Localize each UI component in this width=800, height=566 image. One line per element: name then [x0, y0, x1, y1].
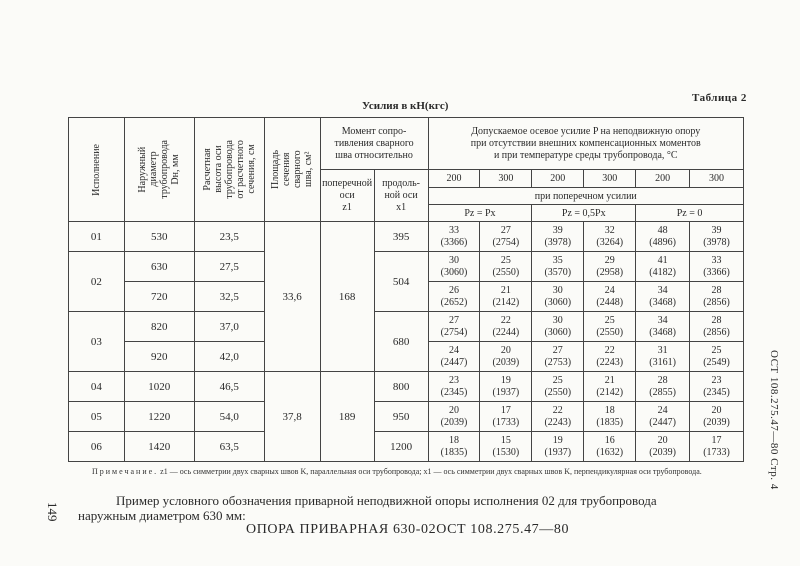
cell-z1: 168 [320, 222, 374, 372]
force-kgf: (2754) [492, 236, 520, 248]
force-kn: 27 [500, 224, 511, 236]
force-kgf: (3978) [544, 236, 572, 248]
force-kn: 24 [448, 344, 459, 356]
force-kgf: (1937) [492, 386, 520, 398]
force-kgf: (2345) [440, 386, 468, 398]
force-kgf: (2856) [703, 326, 730, 338]
cell-x1: 800 [374, 372, 428, 402]
cell-version: 02 [69, 252, 125, 312]
cell-force [584, 402, 636, 432]
header-diameter: Наружный диаметр трубопровода Dн, мм [124, 118, 194, 222]
cell-diameter: 920 [124, 342, 194, 372]
cell-force [584, 282, 636, 312]
force-kn: 22 [500, 314, 511, 326]
page-number: 149 [45, 502, 60, 522]
cell-force [690, 312, 744, 342]
cell-force [636, 222, 690, 252]
cell-force [584, 372, 636, 402]
cell-force [480, 402, 532, 432]
force-kgf: (3978) [703, 236, 730, 248]
table-row [69, 402, 744, 432]
cell-height: 32,5 [194, 282, 264, 312]
force-kn: 17 [500, 404, 511, 416]
force-kn: 27 [552, 344, 563, 356]
header-version: Исполнение [69, 118, 125, 222]
force-kn: 28 [657, 374, 668, 386]
force-kgf: (1632) [596, 446, 624, 458]
example-paragraph [78, 493, 756, 523]
force-kn: 23 [711, 374, 722, 386]
force-kn: 22 [552, 404, 563, 416]
force-kgf: (1733) [703, 446, 730, 458]
force-kn: 48 [657, 224, 668, 236]
force-kn: 21 [500, 284, 511, 296]
force-kgf: (2550) [596, 326, 624, 338]
force-kn: 28 [711, 314, 722, 326]
cell-height: 46,5 [194, 372, 264, 402]
force-kn: 20 [711, 404, 722, 416]
force-kn: 39 [552, 224, 563, 236]
force-kn: 25 [500, 254, 511, 266]
force-kgf: (2754) [440, 326, 468, 338]
force-kn: 27 [448, 314, 459, 326]
header-condition-2: Pz = 0,5Px [532, 205, 636, 222]
force-kn: 26 [448, 284, 459, 296]
cell-force [532, 432, 584, 462]
force-kgf: (2243) [596, 356, 624, 368]
force-kn: 33 [711, 254, 722, 266]
cell-force [480, 252, 532, 282]
cell-z1: 189 [320, 372, 374, 462]
header-moment-x: продоль- ной оси x1 [374, 170, 428, 222]
header-area: Площадь сечения сварного шва, см² [264, 118, 320, 222]
cell-force [690, 402, 744, 432]
force-kn: 16 [604, 434, 615, 446]
force-kn: 31 [657, 344, 668, 356]
table-caption: Усилия в кН(кгс) [362, 100, 449, 112]
table-label: Таблица 2 [692, 92, 747, 104]
table-row [69, 312, 744, 342]
force-kn: 28 [711, 284, 722, 296]
force-kn: 17 [711, 434, 722, 446]
force-kn: 29 [604, 254, 615, 266]
force-kn: 22 [604, 344, 615, 356]
force-kgf: (2753) [544, 356, 572, 368]
cell-force [636, 312, 690, 342]
designation-example: ОПОРА ПРИВАРНАЯ 630-02ОСТ 108.275.47—80 [246, 522, 570, 537]
cell-version: 03 [69, 312, 125, 372]
force-kgf: (2142) [492, 296, 520, 308]
force-kgf: (2447) [649, 416, 676, 428]
force-kn: 34 [657, 284, 668, 296]
force-kgf: (3264) [596, 236, 624, 248]
cell-force [532, 252, 584, 282]
force-kn: 20 [448, 404, 459, 416]
force-kn: 33 [448, 224, 459, 236]
cell-force [690, 372, 744, 402]
cell-force [480, 342, 532, 372]
cell-x1: 395 [374, 222, 428, 252]
force-kgf: (3366) [703, 266, 730, 278]
cell-force [480, 312, 532, 342]
force-kgf: (2652) [440, 296, 468, 308]
force-kgf: (1937) [544, 446, 572, 458]
cell-force [428, 342, 480, 372]
cell-diameter: 1220 [124, 402, 194, 432]
force-kgf: (2039) [492, 356, 520, 368]
header-force-group: Допускаемое осевое усилие P на неподвижную опору при отсутствии внешних компенсационных моментов и при температуре среды трубопровода, °C [428, 118, 743, 170]
cell-diameter: 720 [124, 282, 194, 312]
force-kgf: (2549) [703, 356, 730, 368]
cell-version: 01 [69, 222, 125, 252]
force-kn: 20 [500, 344, 511, 356]
cell-x1: 1200 [374, 432, 428, 462]
cell-height: 37,0 [194, 312, 264, 342]
cell-force [480, 222, 532, 252]
force-kn: 15 [500, 434, 511, 446]
force-kgf: (3468) [649, 326, 676, 338]
force-kgf: (1835) [596, 416, 624, 428]
force-kgf: (3468) [649, 296, 676, 308]
cell-diameter: 1420 [124, 432, 194, 462]
example-line-1: Пример условного обозначения приварной неподвижной опоры исполнения 02 для трубопровода [116, 493, 657, 508]
note-text: z1 — ось симметрии двух сварных швов K, параллельная оси трубопровода; x1 — ось симметрии двух сварных швов K, перпендикулярная оси трубопровода. [160, 467, 702, 476]
cell-force [584, 252, 636, 282]
cell-x1: 504 [374, 252, 428, 312]
force-kn: 23 [448, 374, 459, 386]
cell-force [428, 222, 480, 252]
force-kgf: (2345) [703, 386, 730, 398]
force-kgf: (4182) [649, 266, 676, 278]
cell-force [428, 312, 480, 342]
force-kgf: (2550) [492, 266, 520, 278]
force-kn: 18 [448, 434, 459, 446]
force-kgf: (2550) [544, 386, 572, 398]
force-kn: 25 [604, 314, 615, 326]
cell-force [584, 222, 636, 252]
force-kgf: (2039) [649, 446, 676, 458]
force-kgf: (2855) [649, 386, 676, 398]
cell-height: 54,0 [194, 402, 264, 432]
cell-force [480, 372, 532, 402]
cell-force [532, 282, 584, 312]
cell-force [428, 402, 480, 432]
force-kgf: (2958) [596, 266, 624, 278]
force-kn: 41 [657, 254, 668, 266]
force-kn: 21 [604, 374, 615, 386]
forces-table [68, 117, 744, 462]
force-kn: 25 [711, 344, 722, 356]
side-standard-label: ОСТ 108.275.47—80 Стр. 4 [768, 350, 780, 490]
force-kn: 19 [552, 434, 563, 446]
force-kn: 19 [500, 374, 511, 386]
cell-x1: 950 [374, 402, 428, 432]
cell-force [636, 372, 690, 402]
header-temp: 200 [532, 170, 584, 188]
cell-force [636, 252, 690, 282]
force-kgf: (2244) [492, 326, 520, 338]
cell-version: 06 [69, 432, 125, 462]
cell-version: 05 [69, 402, 125, 432]
table-row [69, 432, 744, 462]
force-kgf: (2448) [596, 296, 624, 308]
header-condition-3: Pz = 0 [636, 205, 744, 222]
cell-force [690, 282, 744, 312]
force-kn: 25 [552, 374, 563, 386]
table-row [69, 222, 744, 252]
cell-height: 23,5 [194, 222, 264, 252]
cell-area: 37,8 [264, 372, 320, 462]
table-row [69, 252, 744, 282]
cell-force [532, 312, 584, 342]
force-kn: 30 [552, 284, 563, 296]
force-kn: 39 [711, 224, 722, 236]
cell-diameter: 1020 [124, 372, 194, 402]
header-temp: 200 [636, 170, 690, 188]
force-kn: 20 [657, 434, 668, 446]
cell-force [480, 432, 532, 462]
force-kgf: (4896) [649, 236, 676, 248]
force-kn: 34 [657, 314, 668, 326]
header-transverse: при поперечном усилии [428, 188, 743, 205]
cell-diameter: 630 [124, 252, 194, 282]
header-moment-z: поперечной оси z1 [320, 170, 374, 222]
cell-x1: 680 [374, 312, 428, 372]
cell-force [428, 252, 480, 282]
cell-force [584, 432, 636, 462]
cell-force [690, 432, 744, 462]
table-note [92, 467, 747, 477]
note-heading: Примечание. [92, 467, 159, 476]
header-condition-1: Pz = Px [428, 205, 532, 222]
force-kn: 18 [604, 404, 615, 416]
force-kn: 32 [604, 224, 615, 236]
cell-height: 63,5 [194, 432, 264, 462]
cell-force [636, 402, 690, 432]
force-kgf: (3060) [544, 296, 572, 308]
cell-diameter: 530 [124, 222, 194, 252]
force-kgf: (3570) [544, 266, 572, 278]
cell-force [636, 432, 690, 462]
cell-force [532, 402, 584, 432]
cell-height: 27,5 [194, 252, 264, 282]
force-kn: 35 [552, 254, 563, 266]
cell-force [690, 252, 744, 282]
cell-version: 04 [69, 372, 125, 402]
cell-diameter: 820 [124, 312, 194, 342]
force-kn: 24 [604, 284, 615, 296]
cell-force [636, 342, 690, 372]
force-kgf: (3161) [649, 356, 676, 368]
cell-force [532, 372, 584, 402]
force-kgf: (3366) [440, 236, 468, 248]
table-row [69, 372, 744, 402]
cell-force [584, 312, 636, 342]
header-height: Расчетная высота оси трубопровода от расчетного сечения, см [194, 118, 264, 222]
force-kgf: (2447) [440, 356, 468, 368]
force-kn: 30 [448, 254, 459, 266]
force-kgf: (3060) [440, 266, 468, 278]
cell-area: 33,6 [264, 222, 320, 372]
cell-force [636, 282, 690, 312]
force-kgf: (2039) [703, 416, 730, 428]
cell-force [532, 222, 584, 252]
cell-force [480, 282, 532, 312]
cell-force [532, 342, 584, 372]
cell-force [690, 342, 744, 372]
cell-force [690, 222, 744, 252]
force-kn: 24 [657, 404, 668, 416]
header-temp: 300 [690, 170, 744, 188]
cell-force [428, 372, 480, 402]
force-kgf: (1530) [492, 446, 520, 458]
force-kgf: (1733) [492, 416, 520, 428]
force-kgf: (1835) [440, 446, 468, 458]
cell-force [428, 282, 480, 312]
force-kgf: (2856) [703, 296, 730, 308]
force-kgf: (2142) [596, 386, 624, 398]
header-temp: 300 [584, 170, 636, 188]
example-line-2: наружным диаметром 630 мм: [78, 508, 246, 523]
force-kgf: (3060) [544, 326, 572, 338]
force-kgf: (2039) [440, 416, 468, 428]
cell-force [584, 342, 636, 372]
force-kn: 30 [552, 314, 563, 326]
cell-height: 42,0 [194, 342, 264, 372]
header-temp: 200 [428, 170, 480, 188]
force-kgf: (2243) [544, 416, 572, 428]
header-temp: 300 [480, 170, 532, 188]
cell-force [428, 432, 480, 462]
header-moment-group: Момент сопро- тивления сварного шва относительно [320, 118, 428, 170]
